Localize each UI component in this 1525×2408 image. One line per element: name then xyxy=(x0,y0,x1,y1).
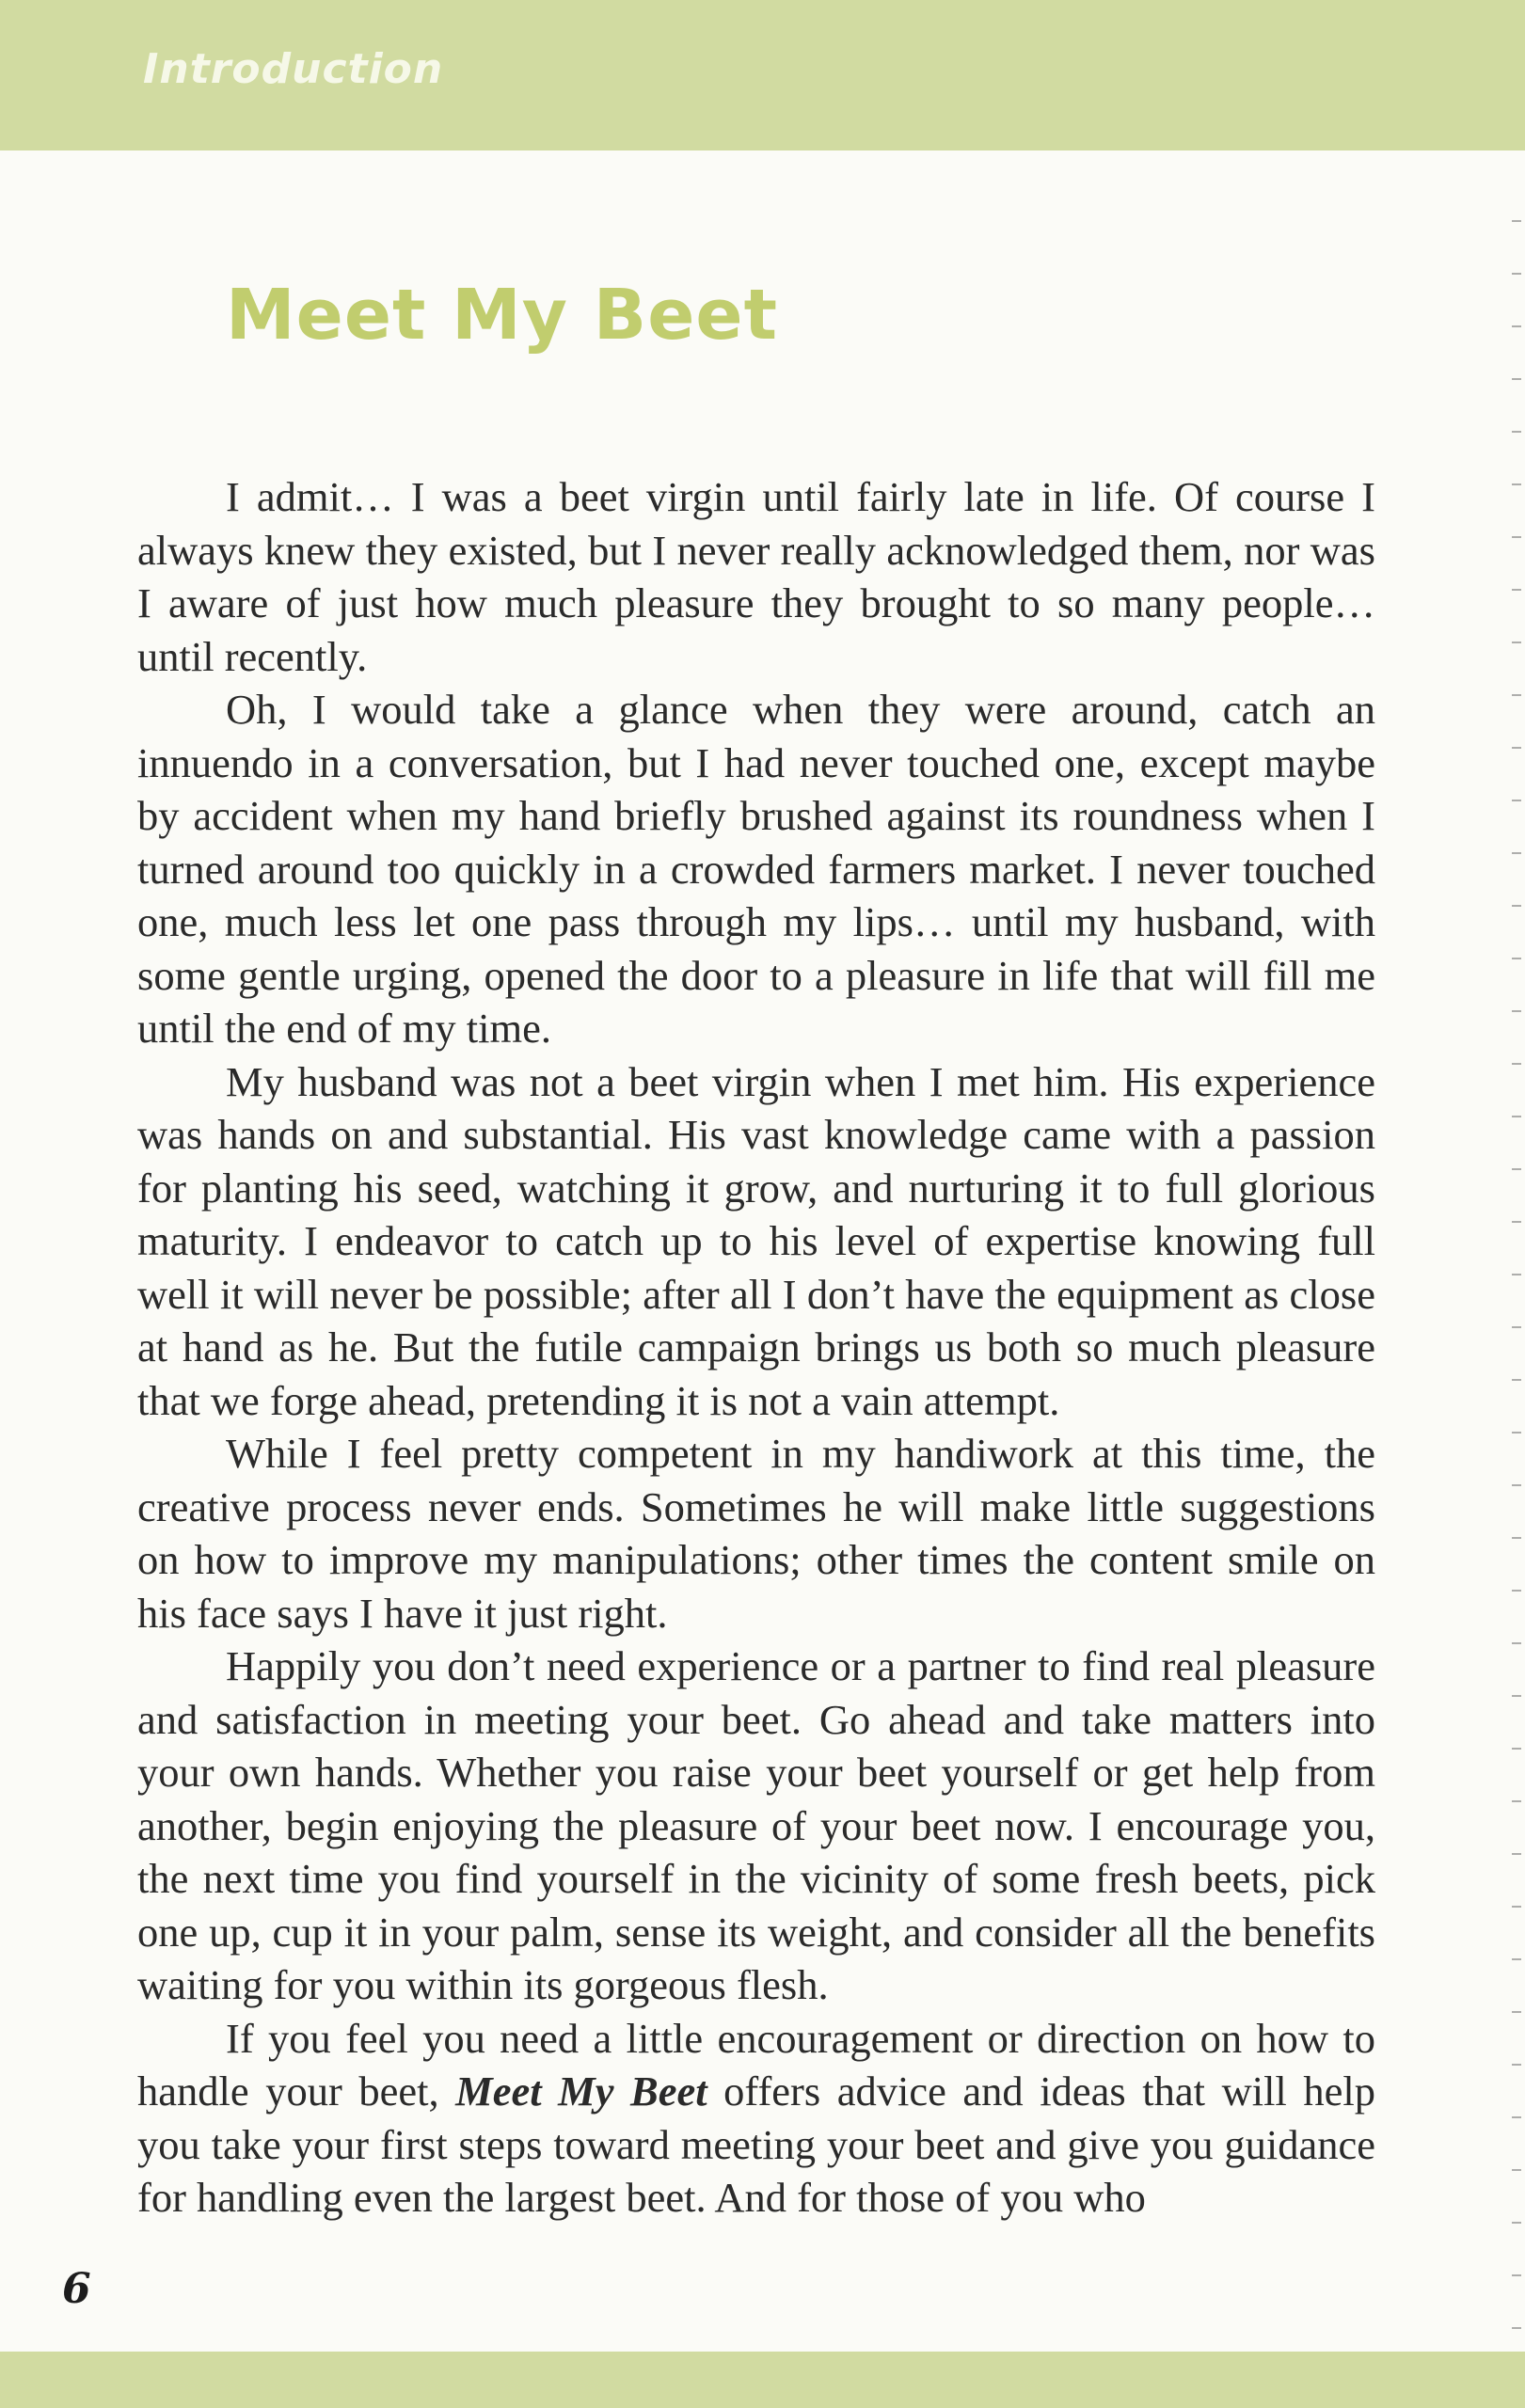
chapter-title: Meet My Beet xyxy=(226,275,778,356)
paragraph: Happily you don’t need experience or a partner to find real pleasure and satisfaction in meeting your beet. Go ahead and take matters into your own hands. Whether you raise your beet yourself or get help from another, begin enjoying the pleasure of your beet now. I encourage you, the next time you find yourself in the vicinity of some fresh beets, pick one up, cup it in your palm, sense its weight, and consider all the benefits waiting for you within its gorgeous flesh. xyxy=(137,1642,1375,2008)
page-edge-marks xyxy=(1512,169,1521,2333)
section-label: Introduction xyxy=(143,45,444,93)
paragraph: My husband was not a beet virgin when I met him. His experience was hands on and substantial. His vast knowledge came with a passion for planting his seed, watching it grow, and nurturing it to full glorious maturity. I endeavor to catch up to his level of expertise knowing full well it will never be possible; after all I don’t have the equipment as close at hand as he. But the futile campaign brings us both so much pleasure that we forge ahead, pretending it is not a vain attempt. xyxy=(137,1057,1375,1424)
page-number: 6 xyxy=(62,2265,91,2313)
book-title-emphasis: Meet My Beet xyxy=(455,2067,707,2115)
body-text xyxy=(137,470,1375,2225)
paragraph: I admit… I was a beet virgin until fairly late in life. Of course I always knew they existed, but I never really acknowledged them, nor was I aware of just how much pleasure they brought to so many people… until recently. xyxy=(137,473,1375,680)
paragraph xyxy=(137,2012,1375,2225)
footer-band xyxy=(0,2352,1525,2408)
paragraph: Oh, I would take a glance when they were around, catch an innuendo in a conversation, but I had never touched one, except maybe by accident when my hand briefly brushed against its roundness when I turned around too quickly in a crowded farmers market. I never touched one, much less let one pass through my lips… until my husband, with some gentle urging, opened the door to a pleasure in life that will fill me until the end of my time. xyxy=(137,686,1375,1052)
paragraph-text: offers advice and ideas that will help you take your first steps toward meeting your beet and give you guidance for handling even the largest beet. And for those of you who xyxy=(137,2067,1375,2221)
paragraph-text: If you feel you need a little encouragement or direction on how to handle your beet, xyxy=(137,2014,1375,2115)
header-band xyxy=(0,0,1525,150)
paragraph: While I feel pretty competent in my handiwork at this time, the creative process never ends. Sometimes he will make little suggestions on how to improve my manipulations; other times the content smile on his face says I have it just right. xyxy=(137,1430,1375,1637)
